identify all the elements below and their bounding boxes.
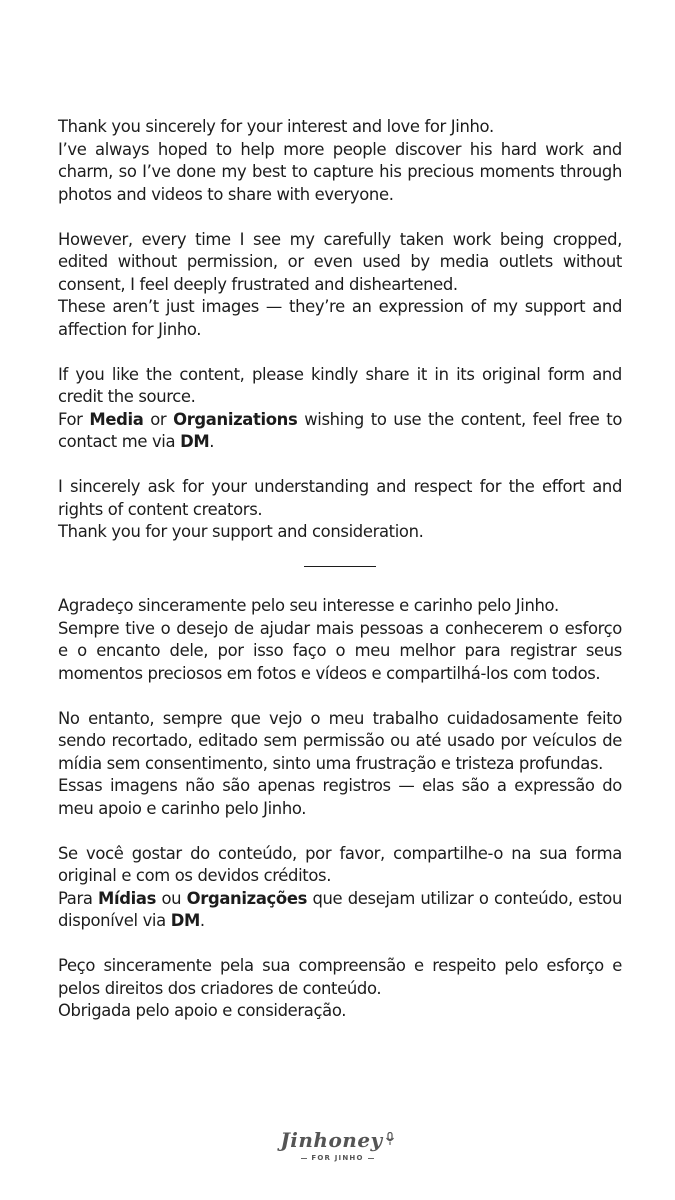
- dm-emphasis: DM: [180, 432, 210, 451]
- midias-emphasis: Mídias: [98, 888, 157, 908]
- text-line: If you like the content, please kindly share it in its original form and credit the source.: [58, 364, 622, 406]
- section-divider: [304, 566, 376, 567]
- text-line: These aren’t just images — they’re an expression of my support and affection for Jinho.: [58, 297, 622, 339]
- logo-dash: [368, 1158, 374, 1159]
- text-line: Thank you for your support and consideration.: [58, 522, 424, 541]
- logo-tagline: FOR JINHO: [311, 1154, 364, 1162]
- text-line: I sincerely ask for your understanding and respect for the effort and rights of content creators.: [58, 477, 622, 519]
- organizacoes-emphasis: Organizações: [186, 888, 307, 908]
- logo-dash: [301, 1158, 307, 1159]
- text-line: I’ve always hoped to help more people discover his hard work and charm, so I’ve done my best to capture his precious moments through photos and videos to share with everyone.: [58, 139, 622, 204]
- text-line: However, every time I see my carefully taken work being cropped, edited without permission, or even used by media outlets without consent, I feel deeply frustrated and disheartened.: [58, 229, 622, 294]
- text-line: Para Mídias ou Organizações que desejam utilizar o conteúdo, estou disponível via DM.: [58, 888, 623, 930]
- text-line: Essas imagens não são apenas registros — elas são a expressão do meu apoio e carinho pelo Jinho.: [58, 776, 622, 818]
- portuguese-paragraph-3: [58, 843, 622, 933]
- jinhoney-logo: [0, 1128, 675, 1162]
- text-line: Se você gostar do conteúdo, por favor, compartilhe-o na sua forma original e com os devidos créditos.: [58, 843, 622, 885]
- text-line: No entanto, sempre que vejo o meu trabalho cuidadosamente feito sendo recortado, editado sem permissão ou até usado por veículos de mídia sem consentimento, sinto uma frustração e tristeza profundas.: [58, 708, 622, 773]
- dm-emphasis: DM: [170, 911, 200, 930]
- english-paragraph-4: [58, 476, 622, 544]
- media-emphasis: Media: [89, 409, 144, 429]
- portuguese-paragraph-4: [58, 955, 622, 1023]
- text-line: Thank you sincerely for your interest and love for Jinho.: [58, 117, 494, 136]
- text-line: Obrigada pelo apoio e consideração.: [58, 1001, 347, 1020]
- portuguese-paragraph-1: [58, 595, 622, 685]
- notice-document: [58, 116, 622, 1045]
- text-line: Sempre tive o desejo de ajudar mais pessoas a conhecerem o esforço e o encanto dele, por isso faço o meu melhor para registrar seus momentos preciosos em fotos e vídeos e compartilhá-los com todos.: [58, 618, 622, 683]
- logo-name: Jinhoney: [280, 1128, 383, 1152]
- english-paragraph-2: [58, 229, 622, 342]
- text-line: For Media or Organizations wishing to use the content, feel free to contact me via DM.: [58, 409, 622, 451]
- text-line: Agradeço sinceramente pelo seu interesse e carinho pelo Jinho.: [58, 596, 559, 615]
- organizations-emphasis: Organizations: [173, 409, 298, 429]
- english-paragraph-3: [58, 364, 622, 454]
- microphone-icon: [385, 1132, 395, 1149]
- english-paragraph-1: [58, 116, 622, 206]
- portuguese-paragraph-2: [58, 708, 622, 821]
- text-line: Peço sinceramente pela sua compreensão e respeito pelo esforço e pelos direitos dos criadores de conteúdo.: [58, 956, 622, 998]
